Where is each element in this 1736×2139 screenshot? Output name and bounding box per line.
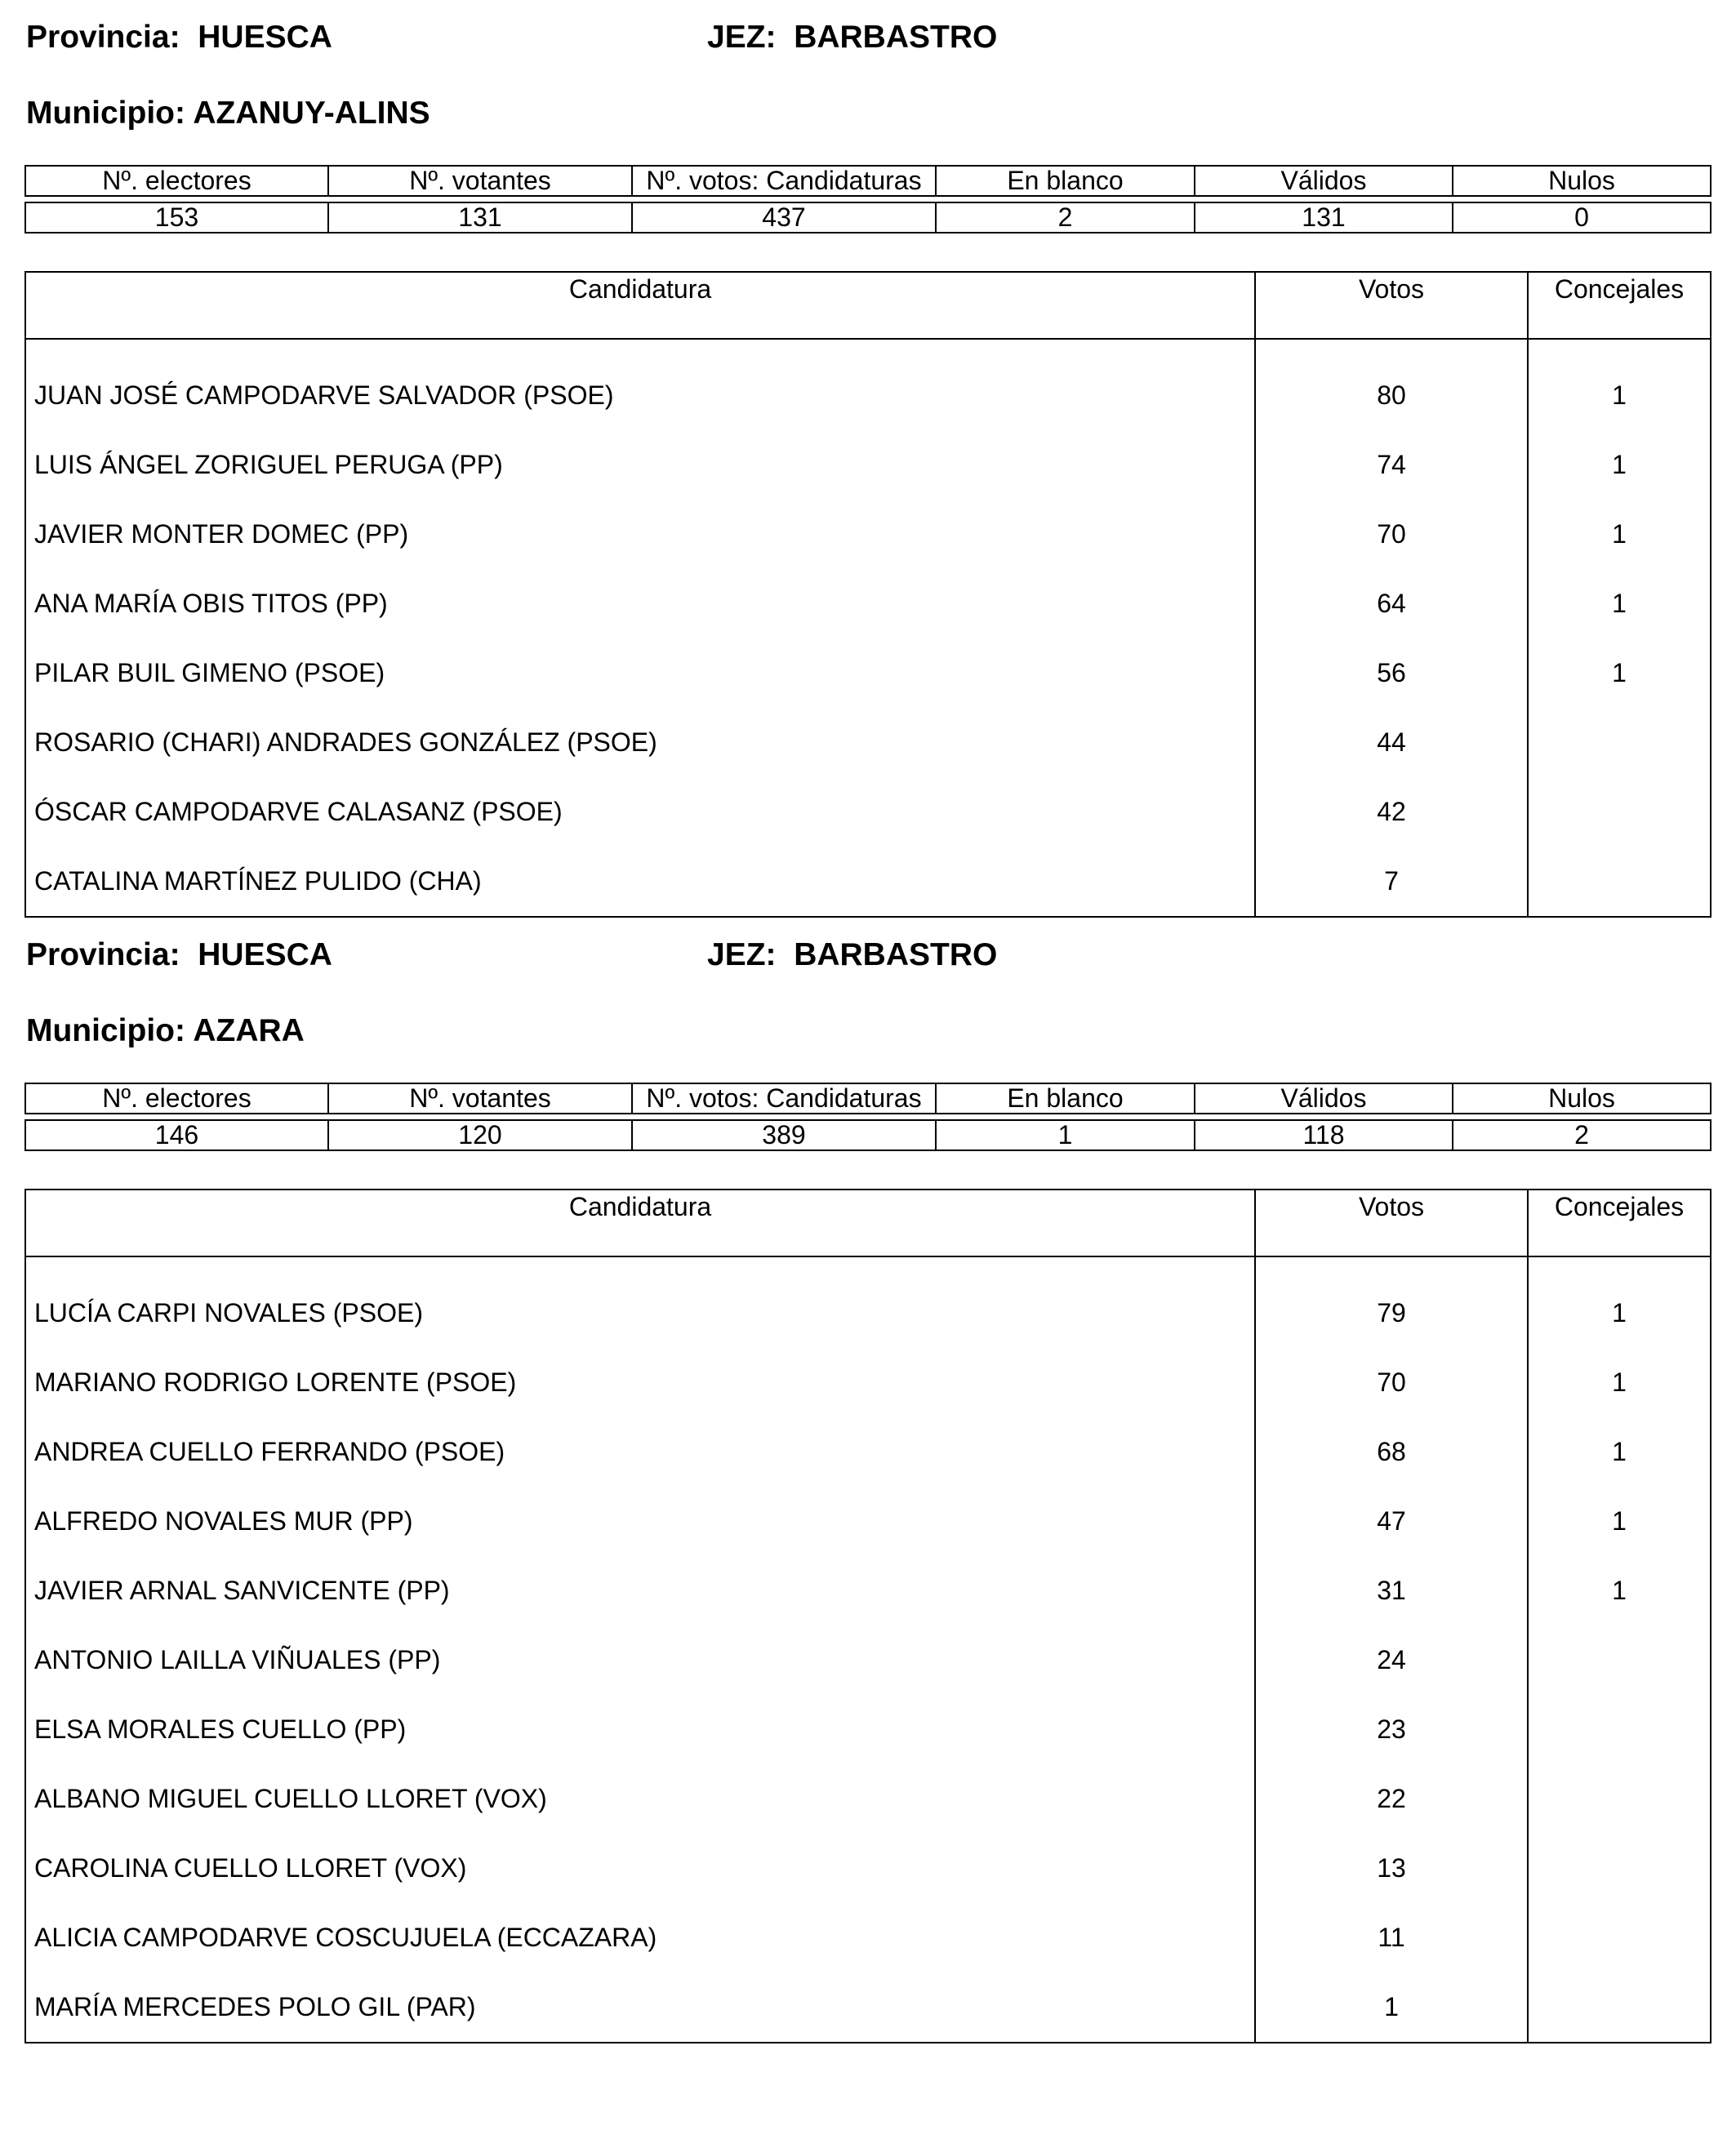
candidate-concejales: 1 [1612, 380, 1627, 410]
candidate-name: ALBANO MIGUEL CUELLO LLORET (VOX) [34, 1784, 547, 1813]
municipio-header [26, 1013, 305, 1049]
candidate-concejales [1528, 708, 1711, 777]
candidate-name: JAVIER MONTER DOMEC (PP) [34, 519, 409, 549]
candidate-row [25, 1972, 1711, 2043]
jez-header [707, 937, 997, 973]
candidate-name: ANDREA CUELLO FERRANDO (PSOE) [34, 1437, 505, 1466]
candidate-row [25, 1348, 1711, 1417]
candidate-row [25, 638, 1711, 708]
candidate-row [25, 500, 1711, 569]
candidate-votes: 44 [1255, 708, 1528, 777]
summary-value-cell: 120 [328, 1120, 632, 1150]
candidatura-header: Candidatura [25, 1190, 1255, 1256]
summary-value-cell: 437 [632, 202, 936, 233]
candidate-concejales: 1 [1612, 1298, 1627, 1327]
municipio-value: AZARA [193, 1013, 305, 1048]
candidate-concejales [1528, 1695, 1711, 1764]
summary-value-cell: 131 [1195, 202, 1453, 233]
summary-value-cell: 1 [936, 1120, 1195, 1150]
candidate-row [25, 1556, 1711, 1625]
candidate-row [25, 1764, 1711, 1834]
candidate-name: ALFREDO NOVALES MUR (PP) [34, 1506, 413, 1536]
candidate-name: MARIANO RODRIGO LORENTE (PSOE) [34, 1367, 517, 1397]
candidate-row [25, 847, 1711, 917]
summary-header-cell: Nº. votantes [328, 1083, 632, 1114]
summary-value-cell: 2 [936, 202, 1195, 233]
summary-table [24, 1083, 1712, 1151]
candidate-concejales [1528, 1903, 1711, 1972]
municipio-label: Municipio: [26, 96, 185, 131]
candidate-name: CATALINA MARTÍNEZ PULIDO (CHA) [34, 866, 482, 896]
candidate-votes: 56 [1255, 638, 1528, 708]
votos-header: Votos [1255, 272, 1528, 339]
candidate-name: JUAN JOSÉ CAMPODARVE SALVADOR (PSOE) [34, 380, 614, 410]
candidate-name: JAVIER ARNAL SANVICENTE (PP) [34, 1576, 450, 1605]
concejales-header: Concejales [1528, 1190, 1711, 1256]
candidate-row [25, 1487, 1711, 1556]
candidate-name: ÓSCAR CAMPODARVE CALASANZ (PSOE) [34, 797, 563, 826]
candidate-name: LUCÍA CARPI NOVALES (PSOE) [34, 1298, 423, 1327]
summary-value-cell: 146 [25, 1120, 328, 1150]
candidates-table [24, 1189, 1712, 2043]
summary-header-cell: Nulos [1453, 166, 1711, 196]
candidate-votes: 64 [1255, 569, 1528, 638]
candidate-votes: 42 [1255, 777, 1528, 847]
candidate-row [25, 1417, 1711, 1487]
candidates-header-row [25, 272, 1711, 339]
candidate-concejales: 1 [1612, 589, 1627, 618]
municipio-header [26, 96, 430, 131]
summary-header-row [25, 1083, 1711, 1114]
summary-value-cell: 389 [632, 1120, 936, 1150]
summary-header-cell: Nulos [1453, 1083, 1711, 1114]
summary-header-row [25, 166, 1711, 196]
candidate-row [25, 1695, 1711, 1764]
summary-table [24, 165, 1712, 233]
candidate-votes: 22 [1255, 1764, 1528, 1834]
candidate-row [25, 569, 1711, 638]
candidate-row [25, 708, 1711, 777]
candidate-concejales: 1 [1612, 450, 1627, 479]
provincia-value: HUESCA [198, 20, 332, 55]
jez-header [707, 20, 997, 56]
summary-value-row [25, 202, 1711, 233]
provincia-label: Provincia: [26, 20, 180, 55]
summary-value-cell: 2 [1453, 1120, 1711, 1150]
candidate-row [25, 361, 1711, 430]
summary-header-cell: Nº. votos: Candidaturas [632, 166, 936, 196]
municipio-label: Municipio: [26, 1013, 185, 1048]
candidate-votes: 47 [1255, 1487, 1528, 1556]
candidate-votes: 24 [1255, 1625, 1528, 1695]
candidate-row [25, 430, 1711, 500]
candidate-row [25, 1625, 1711, 1695]
candidate-concejales: 1 [1612, 1576, 1627, 1605]
candidate-name: ROSARIO (CHARI) ANDRADES GONZÁLEZ (PSOE) [34, 727, 657, 757]
candidate-concejales: 1 [1612, 658, 1627, 687]
candidate-concejales: 1 [1612, 1437, 1627, 1466]
provincia-header [26, 20, 332, 56]
candidate-name: PILAR BUIL GIMENO (PSOE) [34, 658, 385, 687]
candidate-name: ANTONIO LAILLA VIÑUALES (PP) [34, 1645, 441, 1674]
candidate-concejales: 1 [1612, 519, 1627, 549]
candidate-votes: 79 [1255, 1279, 1528, 1348]
summary-value-cell: 131 [328, 202, 632, 233]
summary-header-cell: Nº. electores [25, 1083, 328, 1114]
candidate-votes: 31 [1255, 1556, 1528, 1625]
candidate-name: MARÍA MERCEDES POLO GIL (PAR) [34, 1992, 476, 2021]
provincia-header [26, 937, 332, 973]
candidate-concejales [1528, 1834, 1711, 1903]
candidate-name: ANA MARÍA OBIS TITOS (PP) [34, 589, 388, 618]
candidate-votes: 23 [1255, 1695, 1528, 1764]
candidate-votes: 68 [1255, 1417, 1528, 1487]
candidate-row [25, 777, 1711, 847]
candidates-table [24, 271, 1712, 918]
candidates-header-row [25, 1190, 1711, 1256]
candidate-concejales: 1 [1612, 1506, 1627, 1536]
candidate-votes: 7 [1255, 847, 1528, 917]
candidate-votes: 80 [1255, 361, 1528, 430]
candidate-concejales [1528, 1764, 1711, 1834]
candidate-name: ALICIA CAMPODARVE COSCUJUELA (ECCAZARA) [34, 1923, 657, 1952]
candidate-row [25, 1834, 1711, 1903]
jez-value: BARBASTRO [794, 20, 998, 55]
provincia-value: HUESCA [198, 937, 332, 972]
summary-value-cell: 118 [1195, 1120, 1453, 1150]
candidate-votes: 74 [1255, 430, 1528, 500]
candidate-concejales [1528, 777, 1711, 847]
provincia-label: Provincia: [26, 937, 180, 972]
votos-header: Votos [1255, 1190, 1528, 1256]
jez-label: JEZ: [707, 20, 777, 55]
candidate-votes: 11 [1255, 1903, 1528, 1972]
jez-label: JEZ: [707, 937, 777, 972]
summary-header-cell: Válidos [1195, 166, 1453, 196]
candidate-concejales [1528, 847, 1711, 917]
summary-header-cell: En blanco [936, 1083, 1195, 1114]
summary-header-cell: Nº. electores [25, 166, 328, 196]
candidate-row [25, 1279, 1711, 1348]
summary-value-cell: 0 [1453, 202, 1711, 233]
candidate-name: ELSA MORALES CUELLO (PP) [34, 1714, 407, 1744]
candidate-name: LUIS ÁNGEL ZORIGUEL PERUGA (PP) [34, 450, 503, 479]
candidate-concejales [1528, 1625, 1711, 1695]
summary-header-cell: Válidos [1195, 1083, 1453, 1114]
summary-value-cell: 153 [25, 202, 328, 233]
candidate-concejales [1528, 1972, 1711, 2043]
summary-value-row [25, 1120, 1711, 1150]
candidate-row [25, 1903, 1711, 1972]
municipio-value: AZANUY-ALINS [193, 96, 430, 131]
candidate-votes: 13 [1255, 1834, 1528, 1903]
candidate-concejales: 1 [1612, 1367, 1627, 1397]
concejales-header: Concejales [1528, 272, 1711, 339]
candidatura-header: Candidatura [25, 272, 1255, 339]
candidate-votes: 70 [1255, 500, 1528, 569]
candidate-votes: 70 [1255, 1348, 1528, 1417]
summary-header-cell: Nº. votantes [328, 166, 632, 196]
candidate-name: CAROLINA CUELLO LLORET (VOX) [34, 1853, 467, 1883]
candidate-votes: 1 [1255, 1972, 1528, 2043]
summary-header-cell: Nº. votos: Candidaturas [632, 1083, 936, 1114]
summary-header-cell: En blanco [936, 166, 1195, 196]
jez-value: BARBASTRO [794, 937, 998, 972]
